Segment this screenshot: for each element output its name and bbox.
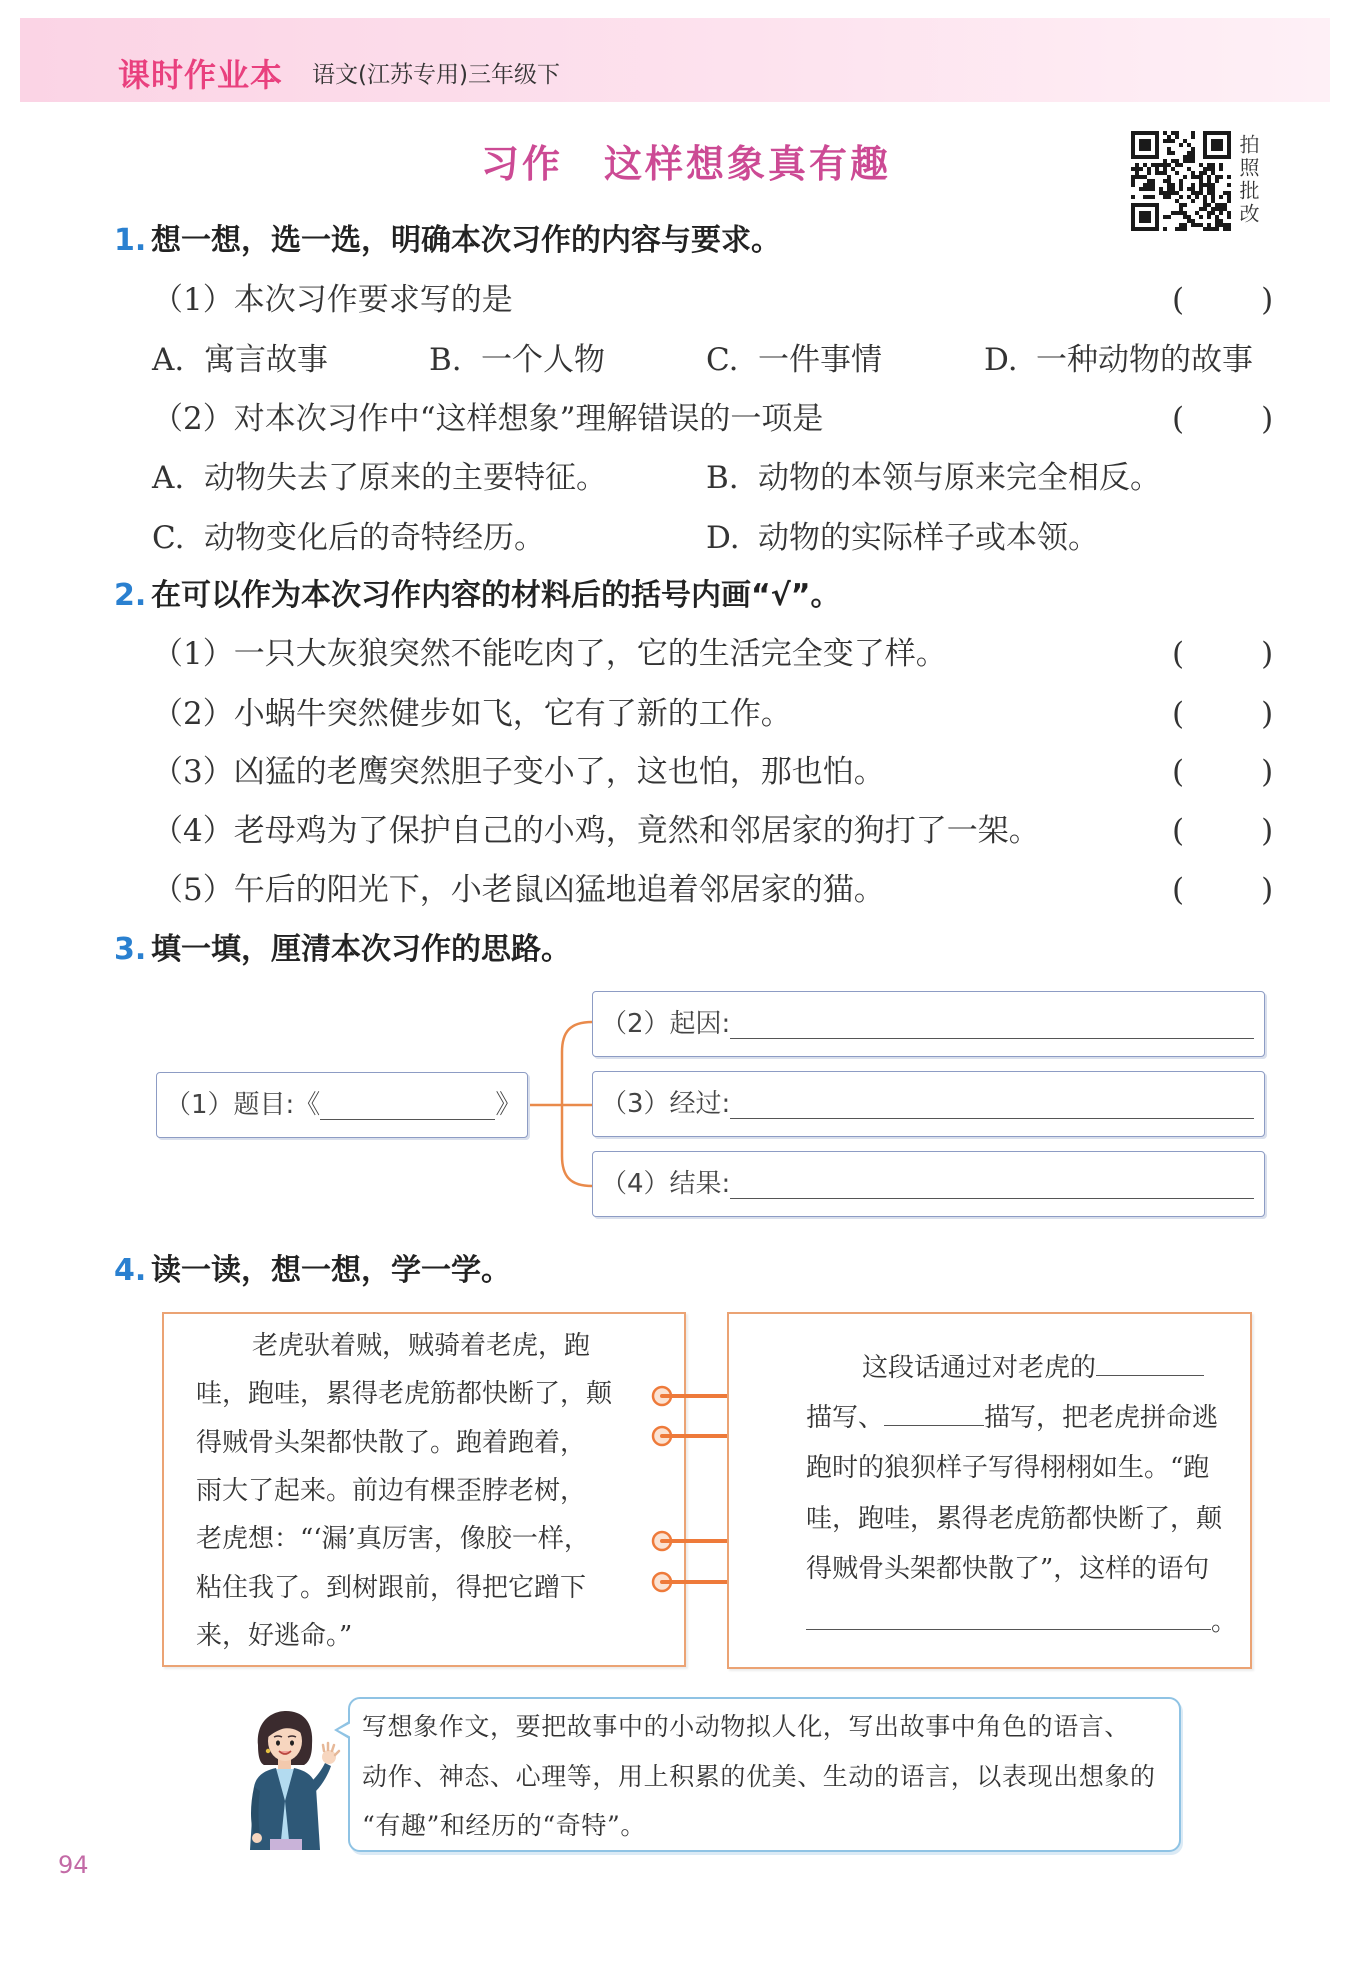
analysis-line: 哇，跑哇，累得老虎筋都快断了，颠 bbox=[806, 1504, 1223, 1534]
page-number: 94 bbox=[58, 1851, 89, 1879]
option-label: B. bbox=[706, 460, 739, 496]
passage-line: 雨大了起来。前边有棵歪脖老树， bbox=[196, 1476, 587, 1506]
branch-label: （3）经过: bbox=[601, 1089, 731, 1119]
answer-blank[interactable] bbox=[806, 1610, 1211, 1630]
analysis-text: 描写，把老虎拼命逃 bbox=[984, 1403, 1219, 1433]
topic-close: 》 bbox=[495, 1090, 522, 1120]
teacher-illustration bbox=[228, 1705, 343, 1850]
option-d bbox=[706, 518, 1099, 558]
answer-paren[interactable]: ( ) bbox=[1172, 696, 1279, 732]
answer-paren[interactable]: ( ) bbox=[1172, 401, 1279, 437]
option-label: C. bbox=[152, 520, 185, 556]
branch-label: （2）起因: bbox=[601, 1009, 731, 1039]
option-text: 动物的本领与原来完全相反。 bbox=[758, 460, 1161, 496]
answer-blank[interactable] bbox=[730, 1089, 1254, 1119]
option-b bbox=[429, 340, 605, 380]
option-label: A. bbox=[152, 460, 185, 496]
option-c bbox=[152, 518, 545, 558]
option-text: 动物变化后的奇特经历。 bbox=[204, 520, 545, 556]
answer-paren[interactable]: ( ) bbox=[1172, 282, 1279, 318]
tip-line: 写想象作文，要把故事中的小动物拟人化，写出故事中角色的语言、 bbox=[362, 1712, 1131, 1741]
option-label: A. bbox=[152, 342, 185, 378]
topic-blank[interactable] bbox=[320, 1090, 495, 1120]
option-c bbox=[706, 340, 882, 380]
answer-blank[interactable] bbox=[730, 1009, 1254, 1039]
option-b bbox=[706, 458, 1161, 498]
book-subtitle: 语文(江苏专用)三年级下 bbox=[312, 62, 560, 88]
question-number: 3. bbox=[114, 932, 147, 967]
diagram-connector bbox=[520, 1010, 600, 1200]
answer-blank[interactable] bbox=[1096, 1356, 1204, 1376]
branch-result-box bbox=[592, 1151, 1265, 1217]
series-brand: 课时作业本 bbox=[118, 56, 284, 94]
answer-paren[interactable]: ( ) bbox=[1172, 872, 1279, 908]
q1-item-1-stem: （1）本次习作要求写的是 bbox=[152, 282, 513, 318]
option-text: 寓言故事 bbox=[204, 342, 328, 378]
analysis-line bbox=[806, 1602, 1237, 1642]
passage-line: 粘住我了。到树跟前，得把它蹭下 bbox=[196, 1573, 587, 1603]
question-number: 1. bbox=[114, 223, 147, 258]
qr-code bbox=[1131, 131, 1231, 231]
option-label: B. bbox=[429, 342, 462, 378]
option-label: C. bbox=[706, 342, 739, 378]
branch-label: （4）结果: bbox=[601, 1169, 731, 1199]
analysis-line bbox=[806, 1398, 1218, 1438]
option-label: D. bbox=[984, 342, 1018, 378]
tip-box bbox=[348, 1697, 1181, 1852]
branch-cause-box bbox=[592, 991, 1265, 1057]
question-prompt: 想一想，选一选，明确本次习作的内容与要求。 bbox=[151, 223, 781, 258]
question-3-heading bbox=[114, 930, 571, 970]
analysis-text: 描写、 bbox=[806, 1403, 885, 1433]
q2-item: （2）小蜗牛突然健步如飞，它有了新的工作。 bbox=[152, 696, 792, 732]
passage-line: 得贼骨头架都快散了。跑着跑着， bbox=[196, 1428, 587, 1458]
option-a bbox=[152, 458, 607, 498]
topic-box bbox=[156, 1072, 528, 1138]
passage-line: 老虎驮着贼，贼骑着老虎，跑 bbox=[252, 1331, 591, 1361]
answer-paren[interactable]: ( ) bbox=[1172, 813, 1279, 849]
question-4-heading bbox=[114, 1251, 511, 1291]
page-title: 习作 这样想象真有趣 bbox=[481, 142, 892, 186]
analysis-text: 这段话通过对老虎的 bbox=[862, 1353, 1097, 1383]
question-number: 4. bbox=[114, 1253, 147, 1288]
option-text: 动物失去了原来的主要特征。 bbox=[204, 460, 607, 496]
option-a bbox=[152, 340, 328, 380]
option-text: 动物的实际样子或本领。 bbox=[758, 520, 1099, 556]
question-1-heading bbox=[114, 221, 781, 261]
q2-item: （1）一只大灰狼突然不能吃肉了，它的生活完全变了样。 bbox=[152, 636, 947, 672]
tip-line: 动作、神态、心理等，用上积累的优美、生动的语言，以表现出想象的 bbox=[362, 1762, 1156, 1791]
option-d bbox=[984, 340, 1253, 380]
q2-item: （3）凶猛的老鹰突然胆子变小了，这也怕，那也怕。 bbox=[152, 754, 885, 790]
answer-paren[interactable]: ( ) bbox=[1172, 754, 1279, 790]
question-prompt: 读一读，想一想，学一学。 bbox=[151, 1253, 511, 1288]
analysis-line: 跑时的狼狈样子写得栩栩如生。“跑 bbox=[806, 1453, 1210, 1483]
q2-item: （4）老母鸡为了保护自己的小鸡，竟然和邻居家的狗打了一架。 bbox=[152, 813, 1040, 849]
passage-line: 老虎想：“‘漏’真厉害，像胶一样， bbox=[196, 1524, 590, 1554]
qr-label: 拍照批改 bbox=[1236, 134, 1260, 226]
question-number: 2. bbox=[114, 578, 147, 613]
question-prompt: 在可以作为本次习作内容的材料后的括号内画“√”。 bbox=[151, 578, 841, 613]
question-2-heading bbox=[114, 576, 840, 616]
option-text: 一件事情 bbox=[758, 342, 882, 378]
answer-blank[interactable] bbox=[884, 1406, 984, 1426]
analysis-box bbox=[727, 1312, 1252, 1669]
option-text: 一种动物的故事 bbox=[1036, 342, 1253, 378]
topic-label: （1）题目:《 bbox=[165, 1090, 321, 1120]
analysis-line bbox=[862, 1348, 1204, 1388]
branch-process-box bbox=[592, 1071, 1265, 1137]
q2-item: （5）午后的阳光下，小老鼠凶猛地追着邻居家的猫。 bbox=[152, 872, 885, 908]
passage-line: 来，好逃命。” bbox=[196, 1621, 353, 1651]
answer-blank[interactable] bbox=[730, 1169, 1254, 1199]
analysis-text: 。 bbox=[1211, 1607, 1238, 1637]
passage-line: 哇，跑哇，累得老虎筋都快断了，颠 bbox=[196, 1379, 613, 1409]
analysis-line: 得贼骨头架都快散了”，这样的语句 bbox=[806, 1554, 1210, 1584]
option-text: 一个人物 bbox=[481, 342, 605, 378]
question-prompt: 填一填，厘清本次习作的思路。 bbox=[151, 932, 571, 967]
q1-item-2-stem: （2）对本次习作中“这样想象”理解错误的一项是 bbox=[152, 401, 824, 437]
tip-line: “有趣”和经历的“奇特”。 bbox=[362, 1811, 646, 1840]
passage-box bbox=[162, 1312, 686, 1667]
option-label: D. bbox=[706, 520, 740, 556]
answer-paren[interactable]: ( ) bbox=[1172, 636, 1279, 672]
